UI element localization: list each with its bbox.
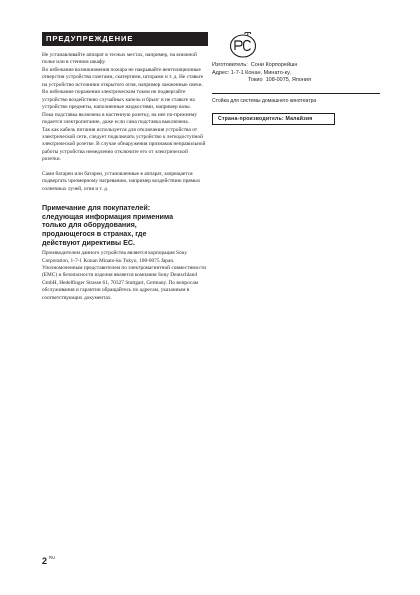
divider: [212, 93, 380, 94]
product-description: Стойка для системы домашнего кинотеатра: [212, 98, 317, 104]
battery-warning-paragraph: Сами батареи или батареи, установленные в аппарат, запрещается подвергать чрезмерному нагреванию, например воздействию прямых солнечных лучей, огня и т. д.: [42, 170, 201, 192]
manufacturer-address: Адрес: 1-7-1 Конан, Минато-ку,: [212, 69, 291, 76]
warning-heading: ПРЕДУПРЕЖДЕНИЕ: [42, 32, 208, 46]
manufacturer-name: Изготовитель: Сони Корпорейшн: [212, 62, 298, 68]
left-column: [42, 32, 208, 302]
pct-certification-mark-icon: [229, 32, 257, 58]
page-language-code: RU: [49, 555, 56, 560]
manufacturer-city: Токио 108-0075, Япония: [248, 77, 311, 84]
manufacturer-info: [212, 62, 382, 85]
country-of-origin-box: Страна-производитель: Малайзия: [212, 113, 335, 125]
eu-notice-heading: Примечание для покупателей: следующая информация применима только для оборудования, продающегося в странах, где действуют директивы ЕС.: [42, 204, 174, 247]
page-number: 2: [42, 556, 48, 566]
eu-notice-body: Производителем данного устройства является корпорация Sony Corporation, 1-7-1 Konan Minato-ku Tokyo, 108-0075 Japan. Уполномоченным представителем по электромагнитной совместимости (EMC) и безопасности изделия является компания Sony Deutschland GmbH, Hedelfinger Strasse 61, 70327 Stuttgart, Germany. По вопросам обслуживания и гарантии обращайтесь по адресам, указанным в соответствующих документах.: [42, 250, 207, 301]
warning-paragraph: Не устанавливайте аппарат в тесных местах, например, на книжной полке или в стенном шкафу. Во избежание возникновения пожара не накрывайте вентиляционные отверстия устройства газетами, скатертями, шторами и т. д. Не ставьте на устройство источники открытого огня, например зажженные свечи. Во избежание поражения электрическим током не подвергайте устройство воздействию случайных капель и брызг и не ставьте на устройство предметы, наполненные жидкостями, например вазы. Пока подставка включена в настенную розетку, на нее по-прежнему подается электропитание, даже если сама подставка выключена. Так как кабель питания используется для отключения устройства от электрической сети, следует подключать устройство к легкодоступной электрической розетке. В случае обнаружения признаков неправильной работы устройства немедленно отключите его от электрической розетки.: [42, 52, 206, 163]
